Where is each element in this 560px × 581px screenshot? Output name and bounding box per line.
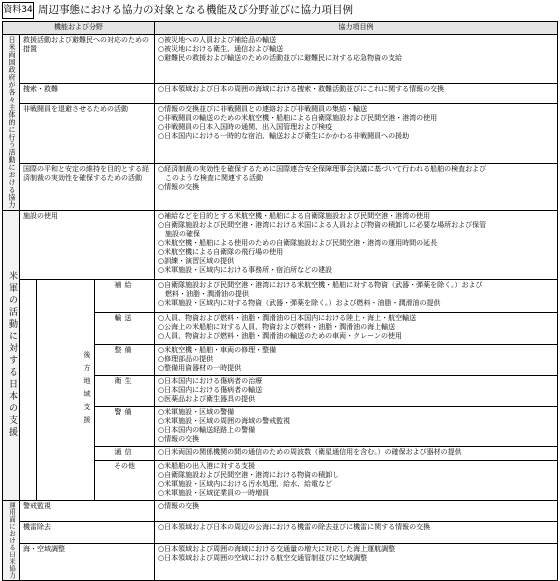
examples-cell	[155, 522, 558, 544]
example-item: ○日本国内の輸送経路上の警備	[158, 425, 256, 434]
example-item: ○整備用資器材の一時提供	[158, 363, 242, 372]
example-item: ○情報の交換	[158, 501, 200, 510]
example-item: ○自衛隊施設および民間空港・港湾における米国による人員および物資の積卸しに必要な場所および保管	[158, 220, 487, 229]
example-item: ○米航空機による自衛隊の飛行場の使用	[158, 247, 284, 256]
example-item: ○被災地における衛生、通信および輸送	[158, 45, 284, 53]
examples-cell	[155, 500, 558, 522]
example-item: 施設の確保	[158, 229, 200, 238]
example-item: ○米船舶の出入港に対する支援	[158, 461, 256, 470]
examples-cell	[155, 460, 558, 500]
examples-cell	[155, 35, 558, 84]
function-name: 捜索・救難	[20, 83, 155, 103]
function-name: 救援活動および避難民への対応のための措置	[20, 35, 155, 84]
subsection-label-rear-support: 後方地域支援	[37, 279, 95, 500]
examples-cell	[155, 210, 558, 279]
examples-cell	[155, 312, 558, 344]
category-name: 通信	[95, 446, 155, 460]
examples-cell	[155, 344, 558, 375]
example-item: ○日本領域および周囲の海域における交通量の増大に対応した海上運航調整	[158, 544, 396, 553]
example-item: ○日本領域および日本の周囲の海域における捜索・救難活動並びにこれに関する情報の交換	[158, 84, 445, 93]
section-label-joint-activities: 日米両国政府が各々主体的に行う活動における協力	[3, 35, 20, 211]
table-row	[3, 522, 558, 544]
function-name: 施設の使用	[20, 210, 155, 279]
example-item: ○日本国内における一時的な宿泊、輸送および衛生にかかわる非戦闘員への援助	[158, 132, 410, 141]
example-item: ○情報の交換	[158, 183, 200, 192]
examples-cell	[155, 406, 558, 446]
example-item: ○非戦闘員の日本入国時の通関、出入国管理および検疫	[158, 123, 333, 132]
example-item: このような検査に関連する活動	[158, 174, 263, 183]
example-item: ○米軍施設・区域従業員の一時増員	[158, 488, 270, 497]
example-item: ○自衛隊施設および民間空港・港湾における物資の積卸し	[158, 470, 340, 479]
cooperation-table	[2, 21, 558, 581]
examples-cell	[155, 446, 558, 460]
example-item: ○米航空機・船舶・車両の修理・整備	[158, 345, 277, 354]
table-row	[3, 164, 558, 210]
example-item: ○訓練・演習区域の提供	[158, 256, 235, 265]
example-item: ○公海上の米船舶に対する人員、物資および燃料・油脂・潤滑油の海上輸送	[158, 322, 396, 331]
table-row	[3, 104, 558, 164]
example-item: ○修理部品の提供	[158, 354, 214, 363]
examples-cell	[155, 543, 558, 580]
example-item: ○情報の交換並びに非戦闘員との連絡および非戦闘員の集結・輸送	[158, 105, 368, 114]
example-item: ○人員、物資および燃料・油脂・潤滑油の日本国内における陸上・海上・航空輸送	[158, 313, 417, 322]
example-item: ○補給などを目的とする米航空機・船舶による自衛隊施設および民間空港・港湾の使用	[158, 211, 431, 220]
example-item: ○人員、物資および燃料・油脂・潤滑油の輸送のための車両・クレーンの使用	[158, 331, 402, 340]
example-item: ○米軍施設・区域の警備	[158, 407, 235, 416]
function-name: 海・空域調整	[20, 543, 155, 580]
category-name: 輸送	[95, 312, 155, 344]
example-item: ○米軍施設・区域内に対する物資（武器・弾薬を除く。）および燃料・油脂・潤滑油の提供	[158, 298, 441, 307]
function-name: 国際の平和と安定の維持を目的とする経済制裁の実効性を確保するための活動	[20, 164, 155, 210]
table-header-row	[3, 22, 558, 35]
section-label-operational-cooperation: 運用面における日米協力	[3, 500, 20, 580]
example-item: 燃料・油脂・潤滑油の提供	[158, 289, 249, 298]
category-name: 補給	[95, 279, 155, 312]
example-item: ○米航空機・船舶による使用のための自衛隊施設および民間空港・港湾の運用時間の延長	[158, 238, 438, 247]
examples-cell	[155, 375, 558, 406]
example-item: ○避難民の救援および輸送のための活動並びに避難民に対する応急物資の支給	[158, 54, 403, 62]
document-number-badge: 資料34	[2, 2, 34, 19]
category-name: 衛生	[95, 375, 155, 406]
category-name: 警備	[95, 406, 155, 446]
examples-column-header: 協力項目例	[155, 22, 558, 35]
function-name: 警戒監視	[20, 500, 155, 522]
category-name: その他	[95, 460, 155, 500]
example-item: ○日本国内における傷病者の輸送	[158, 385, 263, 394]
example-item: ○経済制裁の実効性を確保するために国際連合安全保障理事会決議に基づいて行われる船舶の検査および	[158, 165, 487, 174]
document-title: 周辺事態における協力の対象となる機能及び分野並びに協力項目例	[38, 4, 353, 16]
example-item: ○情報の交換	[158, 434, 200, 443]
example-item: ○日本国内における傷病者の治療	[158, 376, 263, 385]
example-item: ○医薬品および衛生器具の提供	[158, 394, 256, 403]
examples-cell	[155, 164, 558, 210]
table-row	[3, 543, 558, 580]
table-row	[3, 279, 558, 312]
example-item: ○被災地への人員および補給品の輸送	[158, 36, 277, 44]
example-item: ○日本領域および日本の周辺の公海における機雷の除去並びに機雷に関する情報の交換	[158, 523, 431, 532]
examples-cell	[155, 279, 558, 312]
examples-cell	[155, 104, 558, 164]
section-label-us-support: 米軍の活動に対する日本の支援	[3, 210, 20, 500]
example-item: ○米軍施設・区域の周囲の海域の警戒監視	[158, 416, 291, 425]
function-column-header: 機能および分野	[3, 22, 155, 35]
table-row	[3, 35, 558, 84]
examples-cell	[155, 83, 558, 103]
document-header	[2, 2, 558, 19]
spacer-cell	[20, 279, 37, 500]
example-item: ○非戦闘員の輸送のための米航空機・船舶による自衛隊施設および民間空港・港湾の使用	[158, 114, 438, 123]
example-item: ○米軍施設・区域内における汚水処理、給水、給電など	[158, 479, 333, 488]
example-item: ○日米両国の関係機関の間の通信のための周波数（衛星通信用を含む。）の確保および器材の提供	[158, 447, 462, 456]
function-name: 非戦闘員を退避させるための活動	[20, 104, 155, 164]
table-row	[3, 500, 558, 522]
function-name: 機雷除去	[20, 522, 155, 544]
example-item: ○米軍施設・区域内における事務所・宿泊所などの建設	[158, 265, 333, 274]
table-row	[3, 210, 558, 279]
table-row	[3, 83, 558, 103]
category-name: 整備	[95, 344, 155, 375]
example-item: ○日本領域および周囲の空域における航空交通管制並びに空域調整	[158, 553, 368, 562]
example-item: ○自衛隊施設および民間空港・港湾における米航空機・船舶に対する物資（武器・弾薬を除く。）および	[158, 280, 483, 289]
